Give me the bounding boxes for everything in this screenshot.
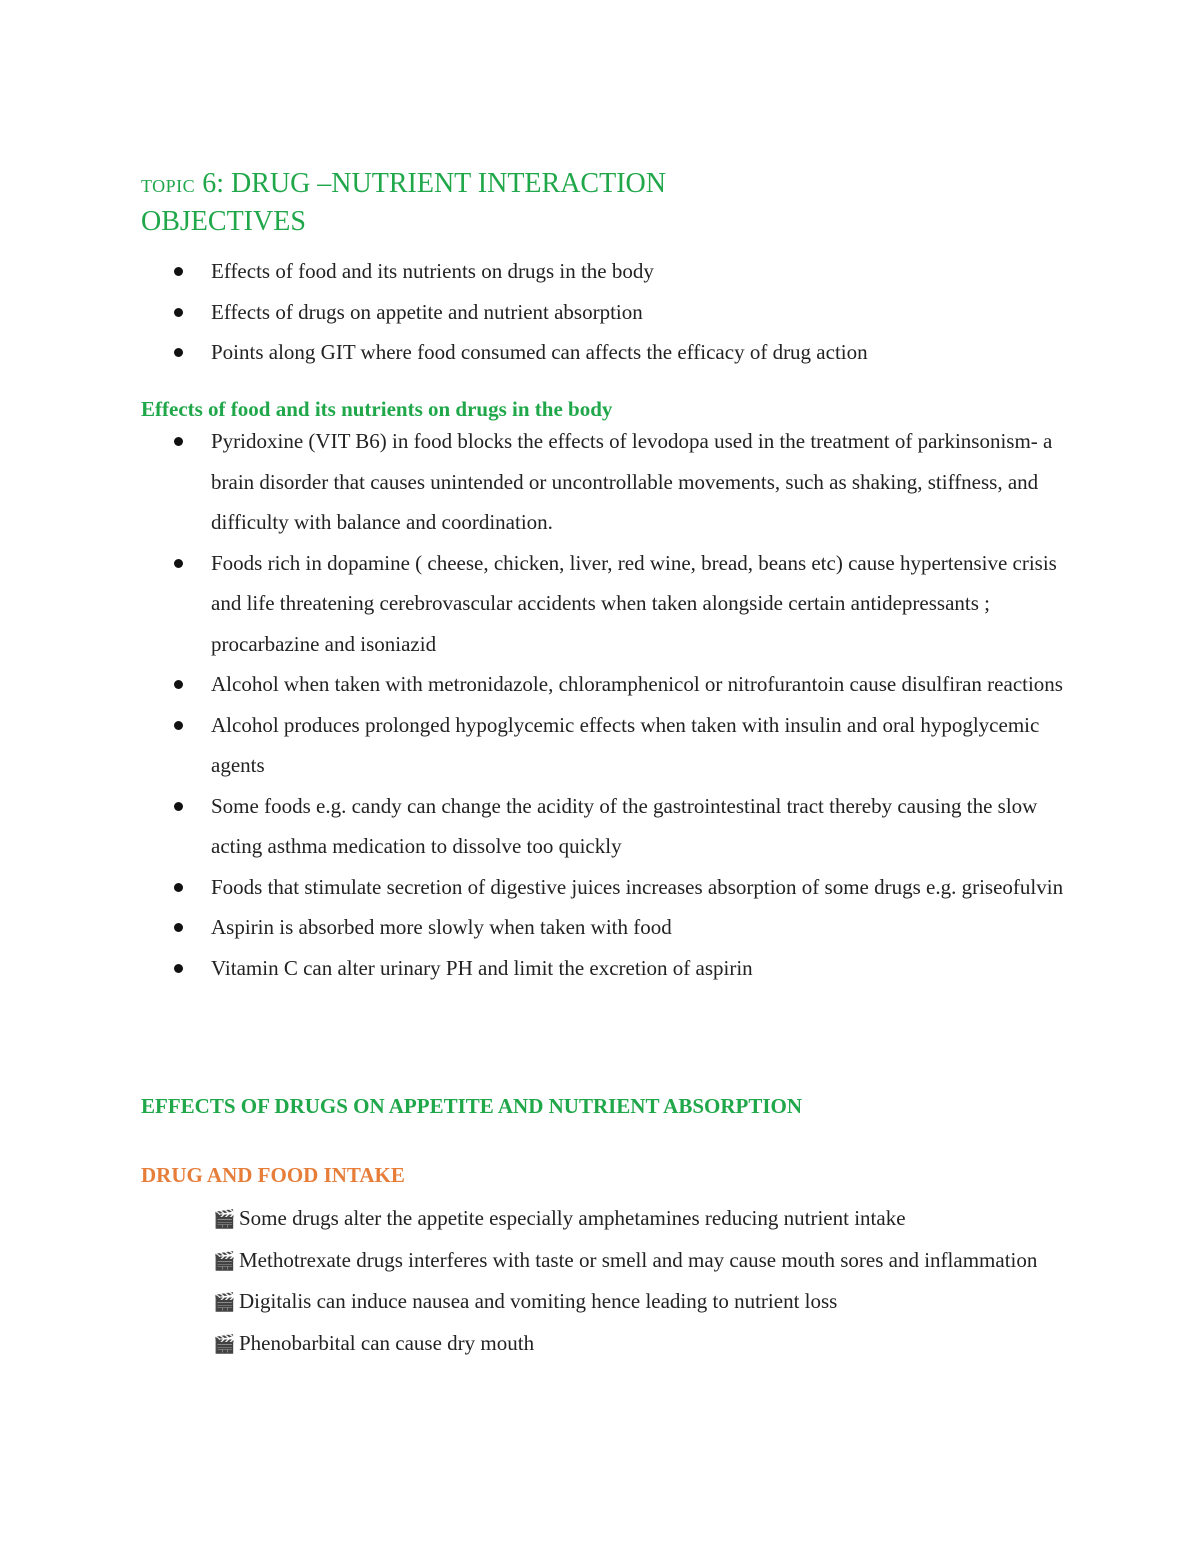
list-item-text: Vitamin C can alter urinary PH and limit the excretion of aspirin	[211, 955, 753, 980]
list-item-text: Phenobarbital can cause dry mouth	[239, 1330, 535, 1355]
section-heading-food-effects: Effects of food and its nutrients on drugs in the body	[141, 397, 613, 421]
list-item-text: Effects of drugs on appetite and nutrient absorption	[211, 299, 643, 324]
list-item	[211, 664, 1081, 705]
list-item	[211, 251, 1081, 292]
list-item	[211, 1240, 1081, 1282]
bullet-icon	[174, 437, 183, 446]
list-item	[211, 421, 1081, 543]
bullet-icon	[174, 267, 183, 276]
list-item	[211, 543, 1081, 665]
clapperboard-icon: 🎬	[213, 1292, 236, 1312]
section-heading-drug-effects: EFFECTS OF DRUGS ON APPETITE AND NUTRIENT ABSORPTION	[141, 1094, 803, 1118]
bullet-icon	[174, 348, 183, 357]
list-item-text: Some drugs alter the appetite especially amphetamines reducing nutrient intake	[239, 1206, 906, 1230]
section-heading-drug-food-intake: DRUG AND FOOD INTAKE	[141, 1163, 405, 1187]
bullet-icon	[174, 964, 183, 973]
page-title	[141, 166, 666, 204]
list-item-text: Foods rich in dopamine ( cheese, chicken, liver, red wine, bread, beans etc) cause hypertensive crisis and life threatening cerebrovascular accidents when taken alongside certain antidepressants ; procarbazine and isoniazid	[211, 550, 1057, 656]
list-item-text: Aspirin is absorbed more slowly when taken with food	[211, 915, 672, 939]
list-item-text: Points along GIT where food consumed can affects the efficacy of drug action	[211, 340, 868, 364]
list-item-text: Some foods e.g. candy can change the acidity of the gastrointestinal tract thereby causing the slow acting asthma medication to dissolve too quickly	[211, 793, 1038, 858]
list-item-text: Digitalis can induce nausea and vomiting hence leading to nutrient loss	[239, 1289, 838, 1313]
list-item	[211, 948, 1081, 989]
title-topic-word: TOPIC	[141, 176, 196, 196]
objectives-list	[211, 251, 1081, 373]
list-item-text: Alcohol produces prolonged hypoglycemic effects when taken with insulin and oral hypoglycemic agents	[211, 712, 1040, 777]
list-item-text: Alcohol when taken with metronidazole, chloramphenicol or nitrofurantoin cause disulfiran reactions	[211, 672, 1063, 696]
bullet-icon	[174, 883, 183, 892]
list-item	[211, 786, 1081, 867]
list-item	[211, 292, 1081, 333]
list-item-text: Methotrexate drugs interferes with taste or smell and may cause mouth sores and inflammation	[239, 1247, 1038, 1272]
clapperboard-icon: 🎬	[213, 1333, 236, 1354]
list-item	[211, 1323, 1081, 1365]
title-rest: 6: DRUG –NUTRIENT INTERACTION	[195, 168, 666, 199]
list-item	[211, 1198, 1081, 1240]
bullet-icon	[174, 802, 183, 811]
bullet-icon	[174, 559, 183, 568]
bullet-icon	[174, 308, 183, 317]
bullet-icon	[174, 721, 183, 730]
clapperboard-icon: 🎬	[213, 1209, 236, 1229]
list-item	[211, 867, 1081, 908]
list-item	[211, 705, 1081, 786]
list-item-text: Pyridoxine (VIT B6) in food blocks the effects of levodopa used in the treatment of parkinsonism- a brain disorder that causes unintended or uncontrollable movements, such as shaking, stiffness, and difficulty with balance and coordination.	[211, 429, 1053, 534]
objectives-heading: OBJECTIVES	[141, 206, 306, 237]
food-effects-list	[211, 421, 1081, 988]
bullet-icon	[174, 923, 183, 932]
list-item-text: Foods that stimulate secretion of digestive juices increases absorption of some drugs e.g. griseofulvin	[211, 874, 1064, 899]
list-item	[211, 1281, 1081, 1323]
bullet-icon	[174, 680, 183, 689]
list-item-text: Effects of food and its nutrients on drugs in the body	[211, 259, 654, 283]
list-item	[211, 907, 1081, 948]
list-item	[211, 332, 1081, 373]
clapperboard-icon: 🎬	[213, 1250, 236, 1271]
drug-food-intake-list	[211, 1198, 1081, 1364]
